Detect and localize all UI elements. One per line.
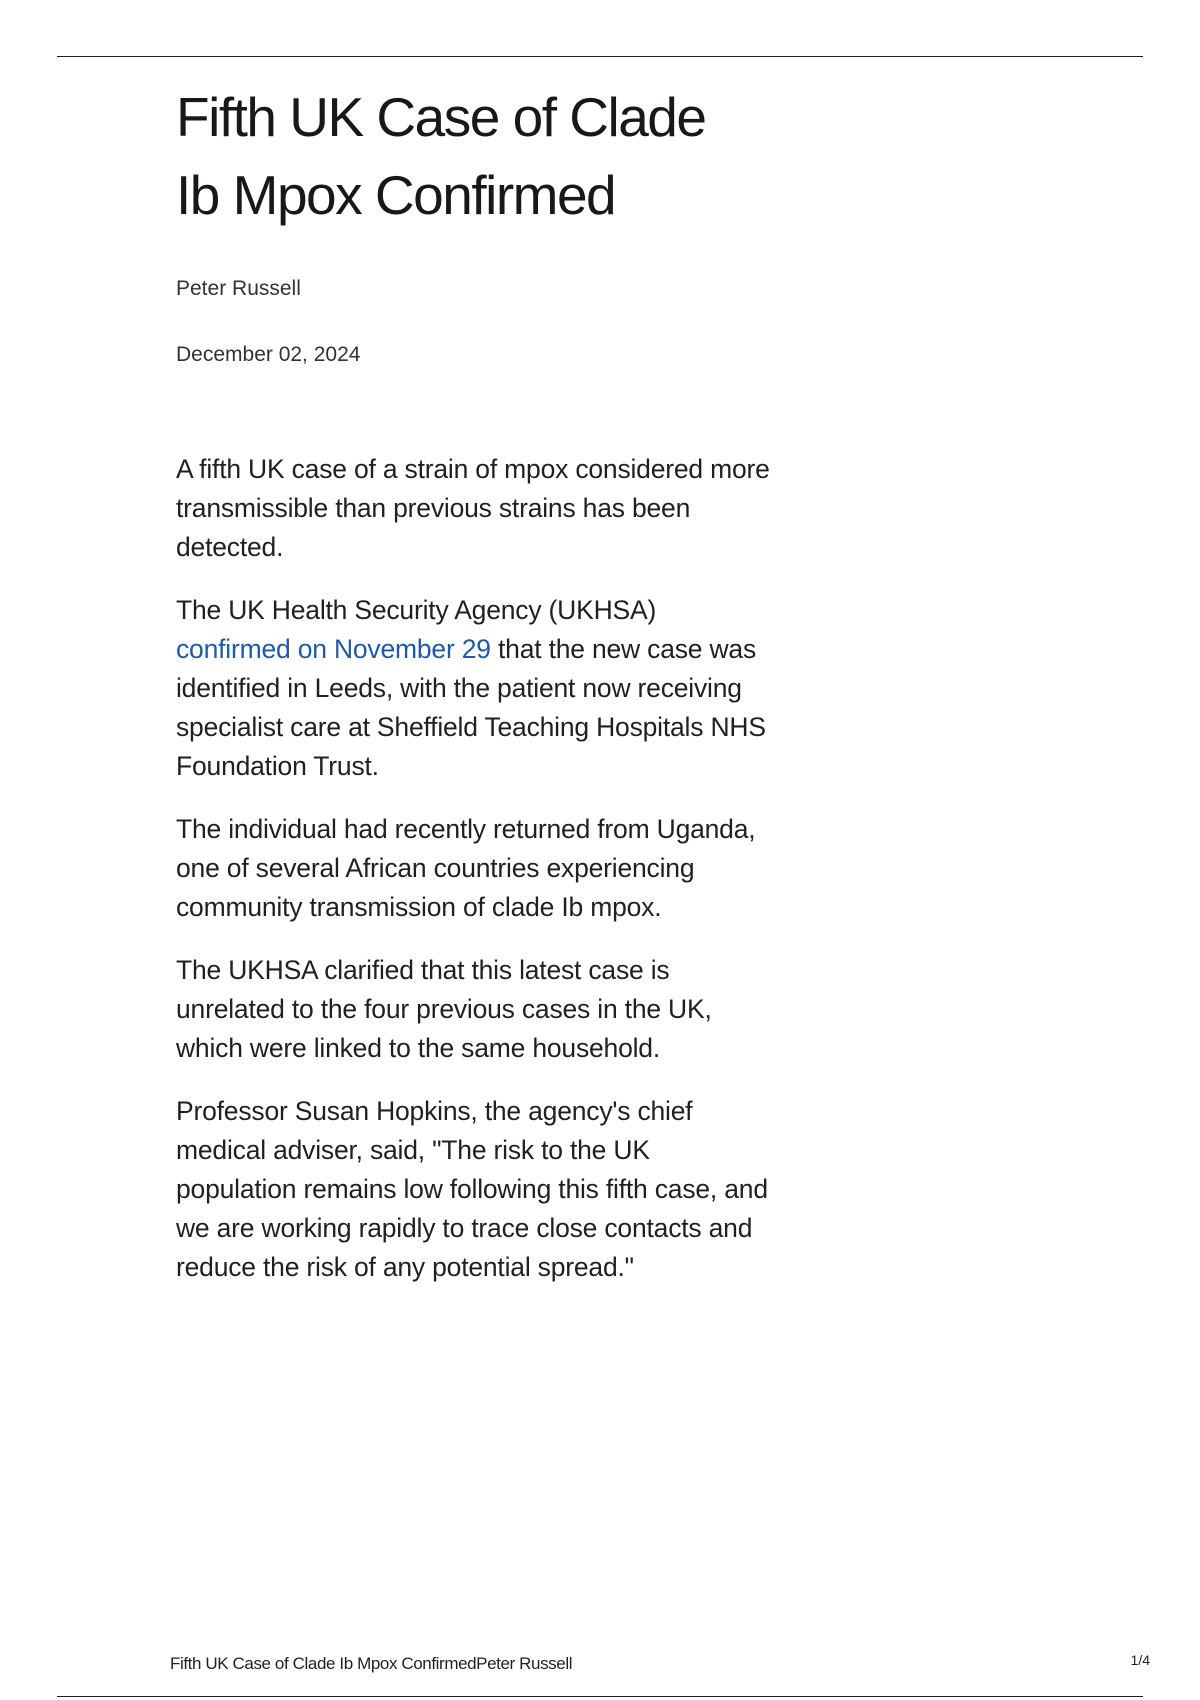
paragraph-2-text-after: that the new case was identified in Leeds, with the patient now receiving specialist care at Sheffield Teaching Hospitals NHS Foundation Trust.: [176, 634, 766, 781]
article-body: [176, 450, 776, 1287]
paragraph-2-text-before: The UK Health Security Agency (UKHSA): [176, 595, 657, 625]
publish-date: December 02, 2024: [176, 343, 361, 366]
title-line-1: Fifth UK Case of Clade: [176, 86, 706, 148]
paragraph-1: A fifth UK case of a strain of mpox considered more transmissible than previous strains has been detected.: [176, 454, 770, 562]
title-line-2: Ib Mpox Confirmed: [176, 164, 616, 226]
paragraph-3: The individual had recently returned from Uganda, one of several African countries experiencing community transmission of clade Ib mpox.: [176, 814, 756, 922]
confirmation-link[interactable]: confirmed on November 29: [176, 634, 491, 664]
article: [176, 78, 776, 1311]
article-title: [176, 78, 776, 234]
top-rule: [57, 56, 1143, 57]
paragraph-4: The UKHSA clarified that this latest case is unrelated to the four previous cases in the UK, which were linked to the same household.: [176, 955, 712, 1063]
paragraph-5: Professor Susan Hopkins, the agency's chief medical adviser, said, "The risk to the UK population remains low following this fifth case, and we are working rapidly to trace close contacts and reduce the risk of any potential spread.": [176, 1096, 768, 1282]
author-name: Peter Russell: [176, 277, 301, 300]
page-number: 1/4: [1130, 1652, 1150, 1668]
footer-text: Fifth UK Case of Clade Ib Mpox ConfirmedPeter Russell: [170, 1654, 573, 1673]
paragraph-2: [176, 591, 776, 786]
bottom-rule: [57, 1696, 1143, 1697]
